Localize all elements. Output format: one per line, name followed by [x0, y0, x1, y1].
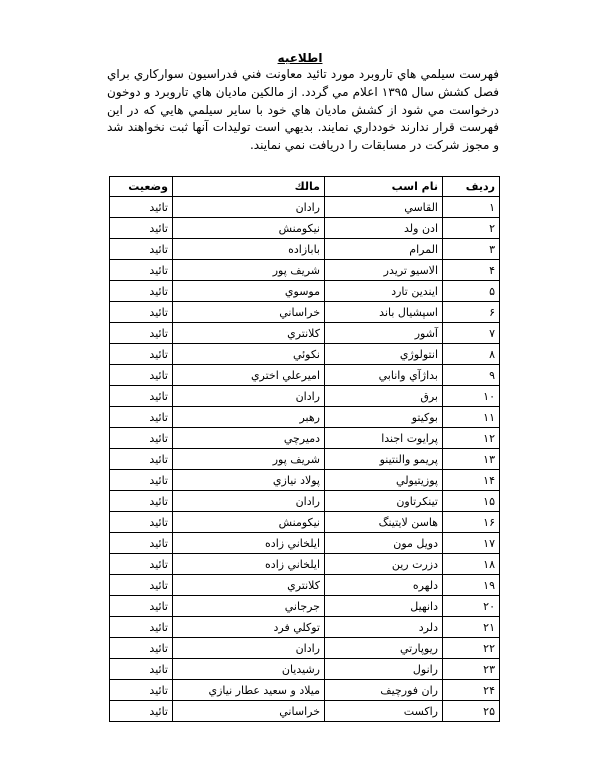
cell-row-number: ۲۵ [443, 701, 500, 722]
cell-status: تائيد [110, 533, 173, 554]
cell-owner: دميرچي [173, 428, 325, 449]
table-row [110, 344, 500, 365]
cell-owner: ميلاد و سعيد عطار نيازي [173, 680, 325, 701]
cell-row-number: ۲۳ [443, 659, 500, 680]
table-row [110, 428, 500, 449]
cell-status: تائيد [110, 638, 173, 659]
cell-owner: نكوئي [173, 344, 325, 365]
notice-paragraph: فهرست سيلمي هاي تاروبرد مورد تائيد معاونت فني فدراسيون سواركاري براي فصل كشش سال ۱۳۹۵ اعلام مي گردد. از مالكين ماديان هاي تاروبرد و دوخون درخواست مي شود از كشش ماديان هاي خود با ساير سيلمي هايي كه در اين فهرست قرار ندارند خودداري نمايند. بديهي است توليدات آنها ثبت نخواهند شد و مجوز شركت در مسابقات را دريافت نمي نمايند. [107, 67, 499, 153]
cell-horse-name: المرام [325, 239, 443, 260]
table-header-row [110, 177, 500, 197]
table-row [110, 680, 500, 701]
table-row [110, 659, 500, 680]
cell-status: تائيد [110, 260, 173, 281]
cell-row-number: ۷ [443, 323, 500, 344]
cell-owner: رادان [173, 638, 325, 659]
cell-horse-name: دويل مون [325, 533, 443, 554]
cell-row-number: ۵ [443, 281, 500, 302]
cell-row-number: ۱۹ [443, 575, 500, 596]
table-row [110, 554, 500, 575]
header-horse-name: نام اسب [325, 177, 443, 197]
cell-status: تائيد [110, 386, 173, 407]
table-row [110, 281, 500, 302]
cell-horse-name: ادن ولد [325, 218, 443, 239]
cell-horse-name: دانهيل [325, 596, 443, 617]
table-row [110, 302, 500, 323]
cell-horse-name: آشور [325, 323, 443, 344]
cell-owner: اميرعلي اختري [173, 365, 325, 386]
cell-row-number: ۱۷ [443, 533, 500, 554]
cell-owner: پولاد نيازي [173, 470, 325, 491]
table-row [110, 470, 500, 491]
cell-status: تائيد [110, 512, 173, 533]
cell-row-number: ۱۴ [443, 470, 500, 491]
table-row [110, 449, 500, 470]
table-row [110, 260, 500, 281]
cell-owner: شريف پور [173, 449, 325, 470]
cell-owner: خراساني [173, 302, 325, 323]
cell-horse-name: دلهره [325, 575, 443, 596]
cell-horse-name: الاسيو تريدر [325, 260, 443, 281]
cell-status: تائيد [110, 680, 173, 701]
cell-status: تائيد [110, 365, 173, 386]
cell-row-number: ۹ [443, 365, 500, 386]
cell-row-number: ۸ [443, 344, 500, 365]
cell-status: تائيد [110, 449, 173, 470]
cell-owner: رادان [173, 386, 325, 407]
cell-status: تائيد [110, 197, 173, 218]
table-row [110, 638, 500, 659]
cell-horse-name: راكست [325, 701, 443, 722]
cell-row-number: ۱۸ [443, 554, 500, 575]
cell-status: تائيد [110, 344, 173, 365]
table-row [110, 386, 500, 407]
cell-status: تائيد [110, 407, 173, 428]
notice-title: اطلاعيه [277, 51, 323, 65]
cell-owner: رادان [173, 197, 325, 218]
table-row [110, 617, 500, 638]
cell-horse-name: القاسي [325, 197, 443, 218]
cell-row-number: ۴ [443, 260, 500, 281]
cell-owner: ايلخاني زاده [173, 554, 325, 575]
cell-row-number: ۱ [443, 197, 500, 218]
cell-row-number: ۲ [443, 218, 500, 239]
cell-owner: رهبر [173, 407, 325, 428]
stallion-table [109, 176, 500, 722]
table-row [110, 491, 500, 512]
cell-status: تائيد [110, 596, 173, 617]
header-status: وضعيت [110, 177, 173, 197]
cell-row-number: ۶ [443, 302, 500, 323]
cell-horse-name: برق [325, 386, 443, 407]
cell-horse-name: ايندين تارد [325, 281, 443, 302]
cell-horse-name: ران فورچيف [325, 680, 443, 701]
cell-horse-name: پريمو والنتينو [325, 449, 443, 470]
cell-horse-name: اسپشيال باند [325, 302, 443, 323]
cell-status: تائيد [110, 218, 173, 239]
cell-status: تائيد [110, 239, 173, 260]
table-row [110, 407, 500, 428]
cell-horse-name: هاسن لايتينگ [325, 512, 443, 533]
table-row [110, 239, 500, 260]
cell-row-number: ۳ [443, 239, 500, 260]
cell-horse-name: پرايوت اجندا [325, 428, 443, 449]
cell-status: تائيد [110, 659, 173, 680]
cell-status: تائيد [110, 617, 173, 638]
cell-status: تائيد [110, 281, 173, 302]
cell-row-number: ۱۳ [443, 449, 500, 470]
table-row [110, 596, 500, 617]
cell-horse-name: بوكيتو [325, 407, 443, 428]
cell-row-number: ۱۲ [443, 428, 500, 449]
cell-owner: كلانتري [173, 323, 325, 344]
cell-horse-name: دزرت رين [325, 554, 443, 575]
table-row [110, 533, 500, 554]
cell-row-number: ۲۴ [443, 680, 500, 701]
header-owner: مالك [173, 177, 325, 197]
table-row [110, 365, 500, 386]
cell-owner: موسوي [173, 281, 325, 302]
cell-horse-name: بداژآي وانابي [325, 365, 443, 386]
cell-row-number: ۱۱ [443, 407, 500, 428]
cell-status: تائيد [110, 491, 173, 512]
cell-status: تائيد [110, 323, 173, 344]
cell-status: تائيد [110, 470, 173, 491]
cell-horse-name: رانول [325, 659, 443, 680]
cell-row-number: ۱۶ [443, 512, 500, 533]
cell-status: تائيد [110, 575, 173, 596]
header-row-number: رديف [443, 177, 500, 197]
cell-status: تائيد [110, 554, 173, 575]
cell-horse-name: انتولوژي [325, 344, 443, 365]
table-row [110, 197, 500, 218]
cell-status: تائيد [110, 428, 173, 449]
cell-owner: رشيديان [173, 659, 325, 680]
cell-horse-name: ريوپارتي [325, 638, 443, 659]
cell-status: تائيد [110, 701, 173, 722]
table-row [110, 218, 500, 239]
cell-owner: جرجاني [173, 596, 325, 617]
cell-horse-name: دلرد [325, 617, 443, 638]
cell-owner: ايلخاني زاده [173, 533, 325, 554]
cell-owner: كلانتري [173, 575, 325, 596]
cell-row-number: ۲۲ [443, 638, 500, 659]
cell-owner: بابازاده [173, 239, 325, 260]
cell-row-number: ۱۰ [443, 386, 500, 407]
cell-owner: نيكومنش [173, 512, 325, 533]
table-row [110, 575, 500, 596]
cell-status: تائيد [110, 302, 173, 323]
table-row [110, 512, 500, 533]
cell-owner: خراساني [173, 701, 325, 722]
table-body [110, 197, 500, 722]
cell-row-number: ۲۰ [443, 596, 500, 617]
table-row [110, 323, 500, 344]
cell-owner: توكلي فرد [173, 617, 325, 638]
cell-row-number: ۲۱ [443, 617, 500, 638]
cell-owner: نيكومنش [173, 218, 325, 239]
cell-horse-name: تينكرتاون [325, 491, 443, 512]
cell-owner: رادان [173, 491, 325, 512]
cell-horse-name: پوزيتيولي [325, 470, 443, 491]
table-row [110, 701, 500, 722]
cell-owner: شريف پور [173, 260, 325, 281]
cell-row-number: ۱۵ [443, 491, 500, 512]
